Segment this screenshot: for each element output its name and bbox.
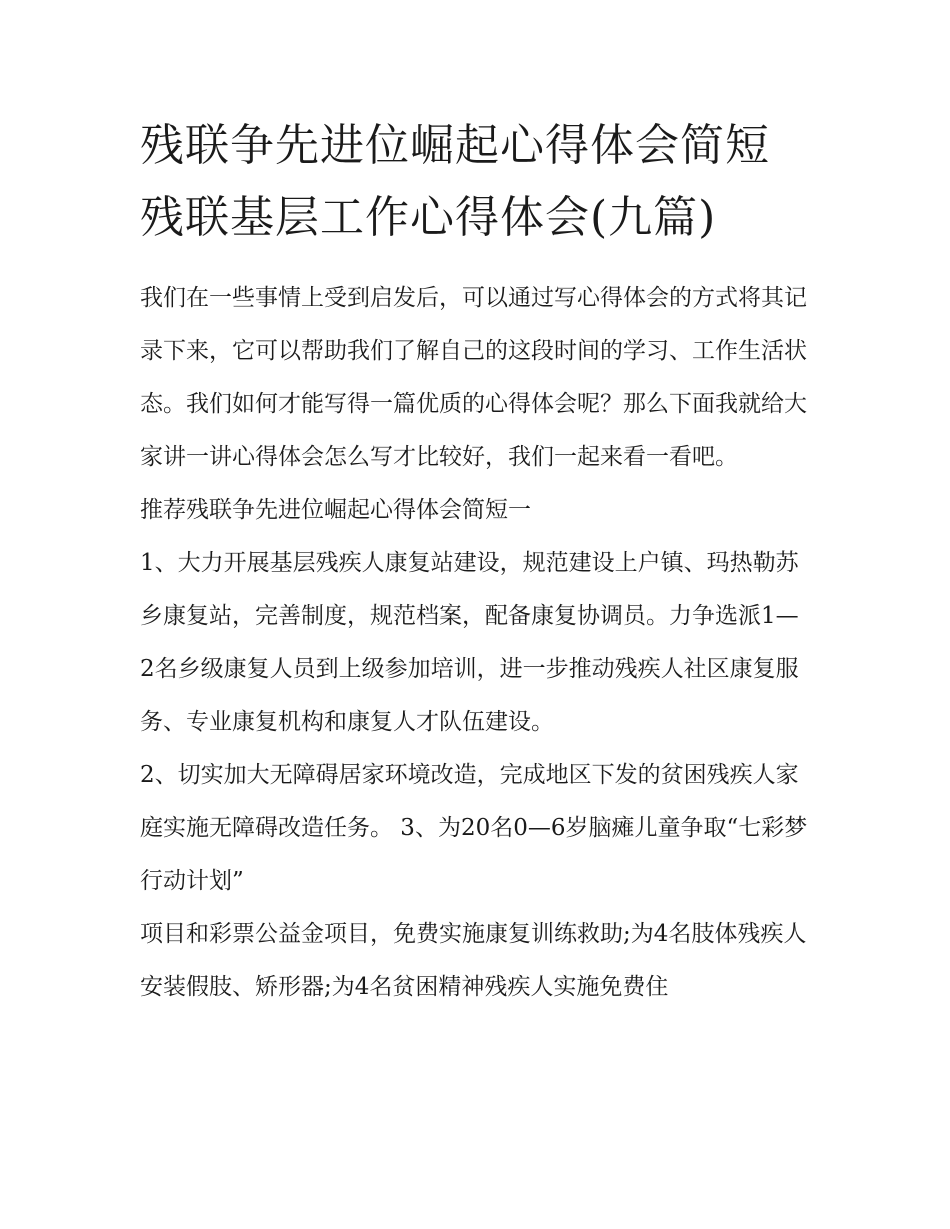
document-body [140, 272, 812, 1014]
body-paragraph-1: 1、大力开展基层残疾人康复站建设，规范建设上户镇、玛热勒苏乡康复站，完善制度，规范档案，配备康复协调员。力争选派1—2名乡级康复人员到上级参加培训，进一步推动残疾人社区康复服务、专业康复机构和康复人才队伍建设。 [140, 550, 799, 735]
document-page [140, 110, 812, 1014]
body-paragraph-2: 2、切实加大无障碍居家环境改造，完成地区下发的贫困残疾人家庭实施无障碍改造任务。 3、为20名0—6岁脑瘫儿童争取“七彩梦行动计划” [140, 762, 808, 894]
document-title: 残联争先进位崛起心得体会简短 残联基层工作心得体会(九篇) [140, 120, 770, 243]
body-paragraph-3: 项目和彩票公益金项目，免费实施康复训练救助;为4名肢体残疾人安装假肢、矫形器;为4名贫困精神残疾人实施免费住 [140, 921, 807, 1000]
section-heading: 推荐残联争先进位崛起心得体会简短一 [140, 497, 531, 523]
intro-paragraph: 我们在一些事情上受到启发后，可以通过写心得体会的方式将其记录下来，它可以帮助我们了解自己的这段时间的学习、工作生活状态。我们如何才能写得一篇优质的心得体会呢？那么下面我就给大家讲一讲心得体会怎么写才比较好，我们一起来看一看吧。 [140, 285, 807, 470]
